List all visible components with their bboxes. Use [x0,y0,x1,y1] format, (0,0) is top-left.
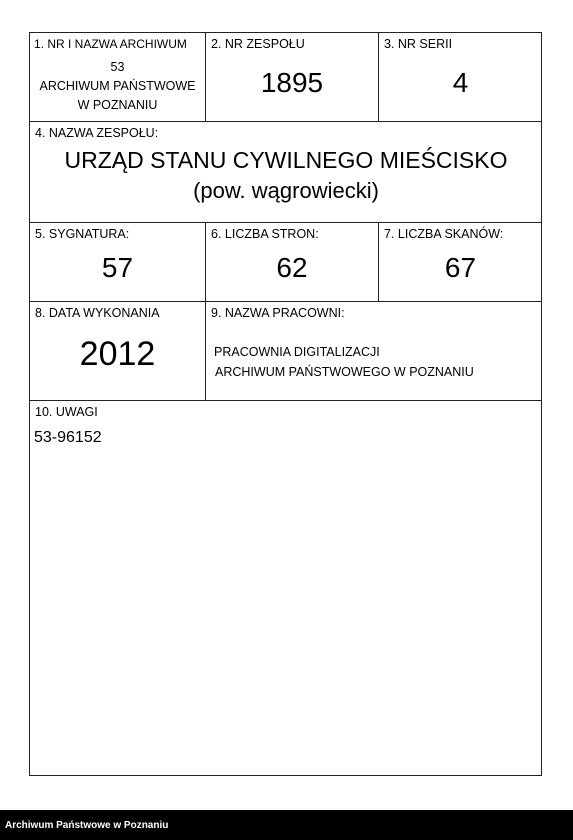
field-remarks-label: 10. UWAGI [35,405,98,419]
field-remarks [30,401,542,776]
field-archive-label: 1. NR I NAZWA ARCHIWUM [34,37,187,51]
archive-number: 53 [110,60,125,74]
field-workshop [206,302,542,400]
field-date-label: 8. DATA WYKONANIA [35,306,160,320]
field-workshop-label: 9. NAZWA PRACOWNI: [211,306,345,320]
field-fonds-number-label: 2. NR ZESPOŁU [211,37,305,51]
field-signature [30,223,205,301]
field-date [30,302,205,400]
field-page-count [206,223,378,301]
scan-count-value: 67 [444,252,477,283]
footer-text: Archiwum Państwowe w Poznaniu [5,820,169,831]
field-scan-count [379,223,542,301]
field-archive [30,33,205,121]
archive-name-line2: W POZNANIU [77,98,158,112]
field-scan-count-label: 7. LICZBA SKANÓW: [384,227,504,241]
fonds-name-line2: (pow. wągrowiecki) [193,178,379,203]
workshop-name-line1: PRACOWNIA DIGITALIZACJI [214,345,380,359]
field-series-label: 3. NR SERII [384,37,453,51]
date-value: 2012 [79,335,156,373]
field-fonds-name-label: 4. NAZWA ZESPOŁU: [35,126,159,140]
archive-card [29,32,542,776]
series-value: 4 [452,67,469,98]
fonds-number-value: 1895 [260,67,324,98]
page-count-value: 62 [276,252,308,283]
footer-bar [0,810,573,840]
signature-value: 57 [101,252,134,283]
fonds-name-line1: URZĄD STANU CYWILNEGO MIEŚCISKO [64,147,508,173]
field-series [379,33,542,121]
field-signature-label: 5. SYGNATURA: [35,227,130,241]
workshop-name-line2: ARCHIWUM PAŃSTWOWEGO W POZNANIU [215,365,474,379]
field-fonds-number [206,33,378,121]
remarks-value: 53-96152 [34,429,102,446]
field-fonds-name [30,122,542,222]
archive-name-line1: ARCHIWUM PAŃSTWOWE [39,79,196,93]
field-page-count-label: 6. LICZBA STRON: [211,227,319,241]
